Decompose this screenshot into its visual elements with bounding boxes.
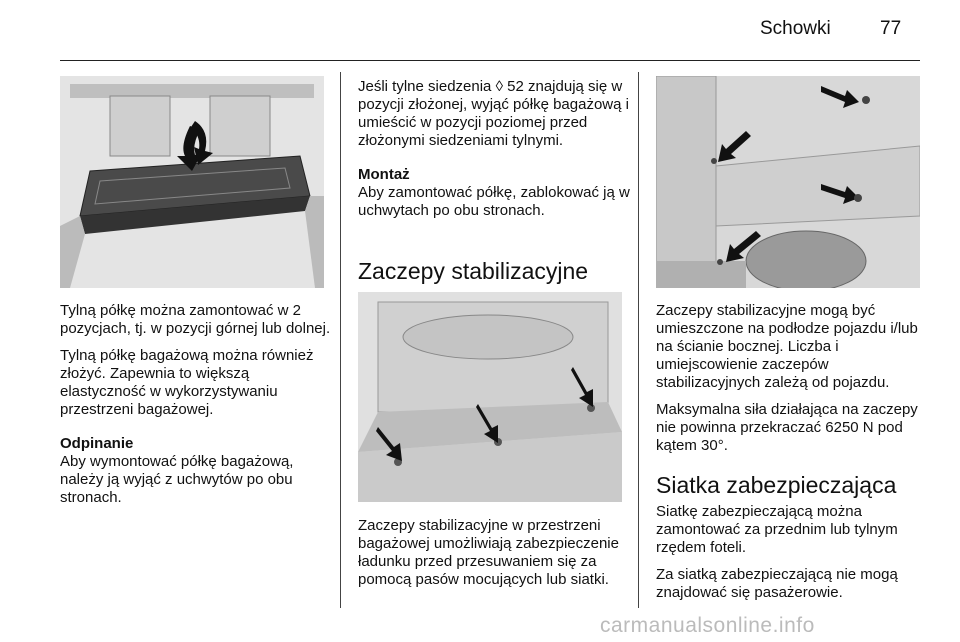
wall-anchors-illustration: [656, 76, 920, 288]
column-3-bottom: [656, 503, 920, 611]
section-title-siatka: Siatka zabezpieczająca: [656, 472, 897, 498]
column-divider-1: [340, 72, 341, 608]
column-3: [656, 302, 920, 464]
col2-paragraph-1: Jeśli tylne siedzenia ◊ 52 znajdują się w pozycji złożonej, wyjąć półkę bagażową i umieścić w pozycji poziomej przed złożonymi siedzeniami tylnymi.: [358, 78, 629, 149]
luggage-shelf-illustration: [60, 76, 324, 288]
col2-paragraph-2: Aby zamontować półkę, zablokować ją w uchwytach po obu stronach.: [358, 184, 630, 219]
section-title-zaczepy: Zaczepy stabilizacyjne: [358, 258, 589, 284]
col1-heading-odpinanie: Odpinanie: [60, 435, 134, 452]
page-header-title: Schowki: [760, 18, 831, 39]
col2-heading-montaz: Montaż: [358, 166, 410, 183]
col2-caption: Zaczepy stabilizacyjne w przestrzeni bagażowej umożliwiają zabezpieczenie ładunku przed przesuwaniem się za pomocą pasów mocujących lub siatki.: [358, 517, 619, 588]
watermark: carmanualsonline.info: [600, 614, 815, 637]
col1-paragraph-3: Aby wymontować półkę bagażową, należy ją wyjąć z uchwytów po obu stronach.: [60, 453, 294, 506]
col1-paragraph-2: Tylną półkę bagażową można również złożyć. Zapewnia to większą elastyczność w wykorzystywaniu przestrzeni bagażowej.: [60, 347, 314, 418]
column-1: [60, 302, 332, 516]
col3-paragraph-4: Za siatką zabezpieczającą nie mogą znajdować się pasażerowie.: [656, 566, 898, 601]
header-rule: [60, 60, 920, 61]
col3-paragraph-3: Siatkę zabezpieczającą można zamontować za przednim lub tylnym rzędem foteli.: [656, 503, 898, 556]
col3-paragraph-2: Maksymalna siła działająca na zaczepy nie powinna przekraczać 6250 N pod kątem 30°.: [656, 401, 918, 454]
page-number: 77: [880, 18, 902, 39]
floor-anchors-illustration: [358, 292, 622, 502]
column-divider-2: [638, 72, 639, 608]
column-2-caption: [358, 517, 630, 598]
column-2-top: [358, 78, 630, 229]
col1-paragraph-1: Tylną półkę można zamontować w 2 pozycjach, tj. w pozycji górnej lub dolnej.: [60, 302, 331, 337]
col3-paragraph-1: Zaczepy stabilizacyjne mogą być umieszczone na podłodze pojazdu i/lub na ścianie bocznej. Liczba i umiejscowienie zaczepów stabilizacyjnych zależą od pojazdu.: [656, 302, 918, 391]
